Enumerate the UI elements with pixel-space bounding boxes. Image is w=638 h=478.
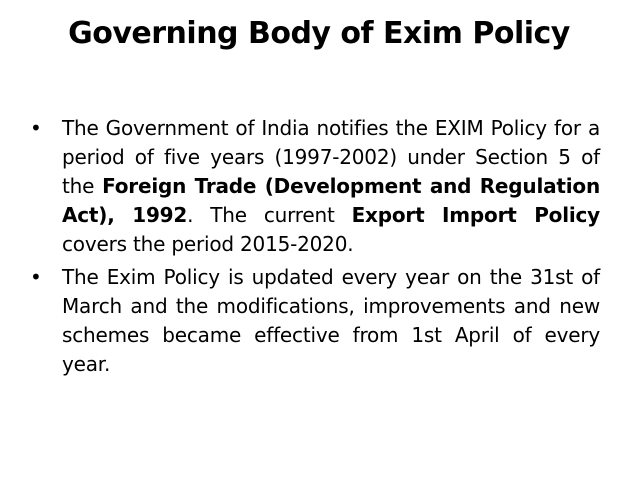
bullet-list xyxy=(30,114,600,379)
bullet-1-text-c: covers the period 2015-2020. xyxy=(62,232,354,256)
bullet-icon: • xyxy=(30,265,42,289)
bullet-1-policy-name: Export Import Policy xyxy=(351,203,600,227)
bullet-2-text: The Exim Policy is updated every year on the 31st of March and the modifications, improvements and new schemes became effective from 1st April of every year. xyxy=(62,265,600,376)
bullet-1-text-a: The Government of India notifies the EXIM Policy for a period of five years (1997-2002) under Section 5 of the xyxy=(62,116,600,198)
slide-title: Governing Body of Exim Policy xyxy=(68,16,570,51)
bullet-1-act-name: Foreign Trade (Development and Regulation Act), 1992 xyxy=(62,174,601,227)
bullet-item-1 xyxy=(30,114,600,259)
bullet-icon: • xyxy=(30,116,42,140)
bullet-item-2 xyxy=(30,263,600,379)
bullet-1-text-b: . The current xyxy=(187,203,352,227)
